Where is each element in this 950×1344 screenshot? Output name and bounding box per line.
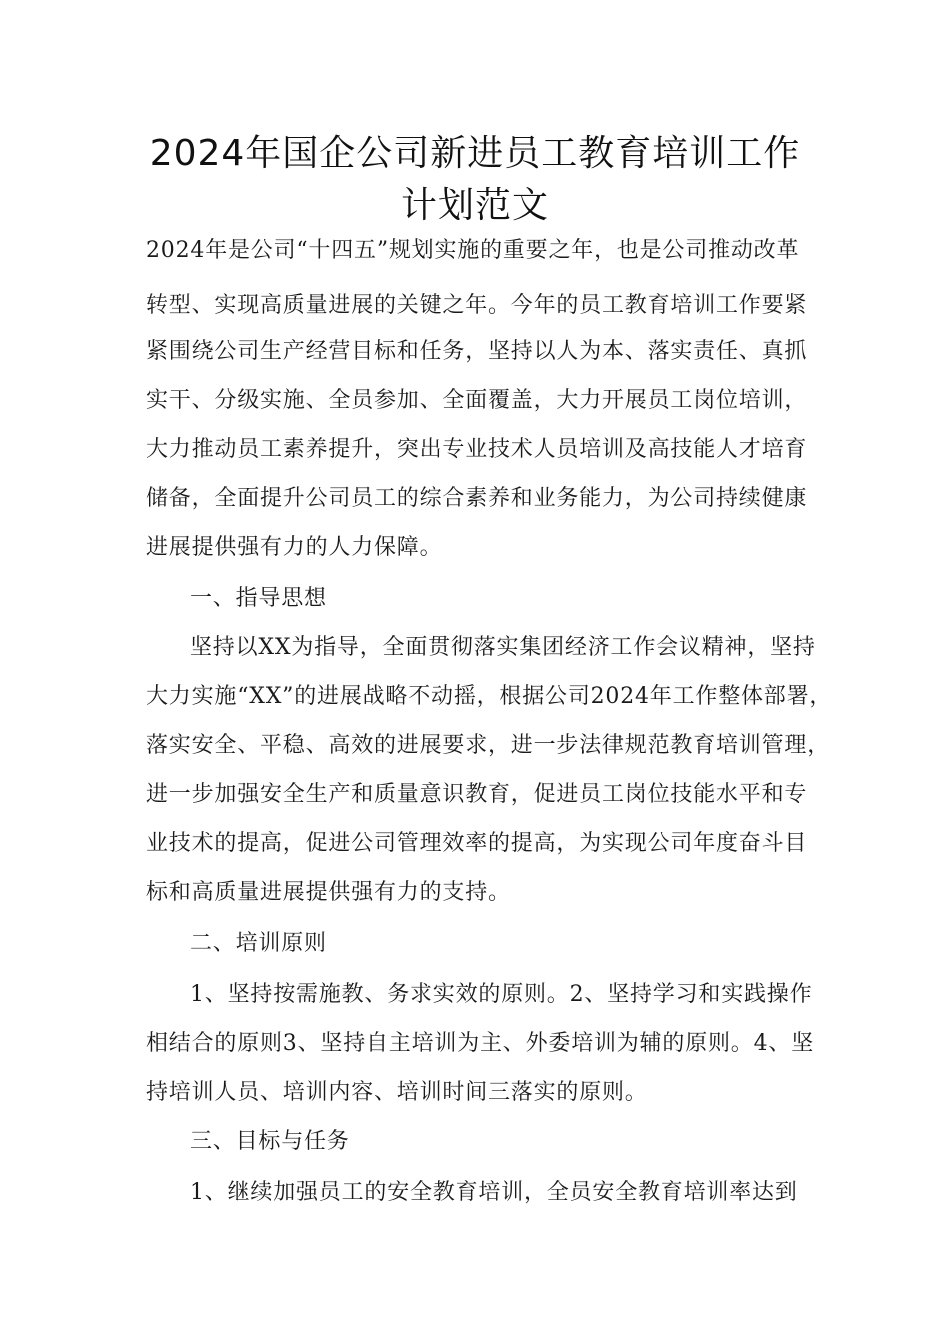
body-line: 落实安全、平稳、高效的进展要求，进一步法律规范教育培训管理， [146, 733, 831, 758]
document-title-line-1: 2024年国企公司新进员工教育培训工作 [149, 133, 801, 174]
body-line: 实干、分级实施、全员参加、全面覆盖，大力开展员工岗位培训， [146, 388, 808, 413]
body-line: 坚持以XX为指导，全面贯彻落实集团经济工作会议精神，坚持 [190, 635, 816, 660]
body-line: 持培训人员、培训内容、培训时间三落实的原则。 [146, 1080, 648, 1105]
body-line: 紧围绕公司生产经营目标和任务，坚持以人为本、落实责任、真抓 [146, 339, 808, 364]
body-line: 进展提供强有力的人力保障。 [146, 535, 443, 560]
document-title-line-2: 计划范文 [400, 185, 549, 226]
body-line: 标和高质量进展提供强有力的支持。 [146, 880, 511, 905]
body-line: 转型、实现高质量进展的关键之年。今年的员工教育培训工作要紧 [146, 293, 808, 318]
body-line: 相结合的原则3、坚持自主培训为主、外委培训为辅的原则。4、坚 [146, 1031, 814, 1056]
section-heading-goals-and-tasks: 三、目标与任务 [190, 1129, 350, 1154]
body-line: 2024年是公司“十四五”规划实施的重要之年，也是公司推动改革 [146, 238, 800, 263]
body-line: 1、坚持按需施教、务求实效的原则。2、坚持学习和实践操作 [190, 982, 813, 1007]
body-line: 储备，全面提升公司员工的综合素养和业务能力，为公司持续健康 [146, 486, 808, 511]
body-line: 大力推动员工素养提升，突出专业技术人员培训及高技能人才培育 [146, 437, 808, 462]
section-heading-guiding-ideology: 一、指导思想 [190, 586, 327, 611]
section-heading-training-principles: 二、培训原则 [190, 931, 327, 956]
body-line: 业技术的提高，促进公司管理效率的提高，为实现公司年度奋斗目 [146, 831, 808, 856]
body-line: 进一步加强安全生产和质量意识教育，促进员工岗位技能水平和专 [146, 782, 808, 807]
body-line: 大力实施“XX”的进展战略不动摇，根据公司2024年工作整体部署， [146, 684, 833, 709]
body-line: 1、继续加强员工的安全教育培训，全员安全教育培训率达到 [190, 1180, 798, 1205]
